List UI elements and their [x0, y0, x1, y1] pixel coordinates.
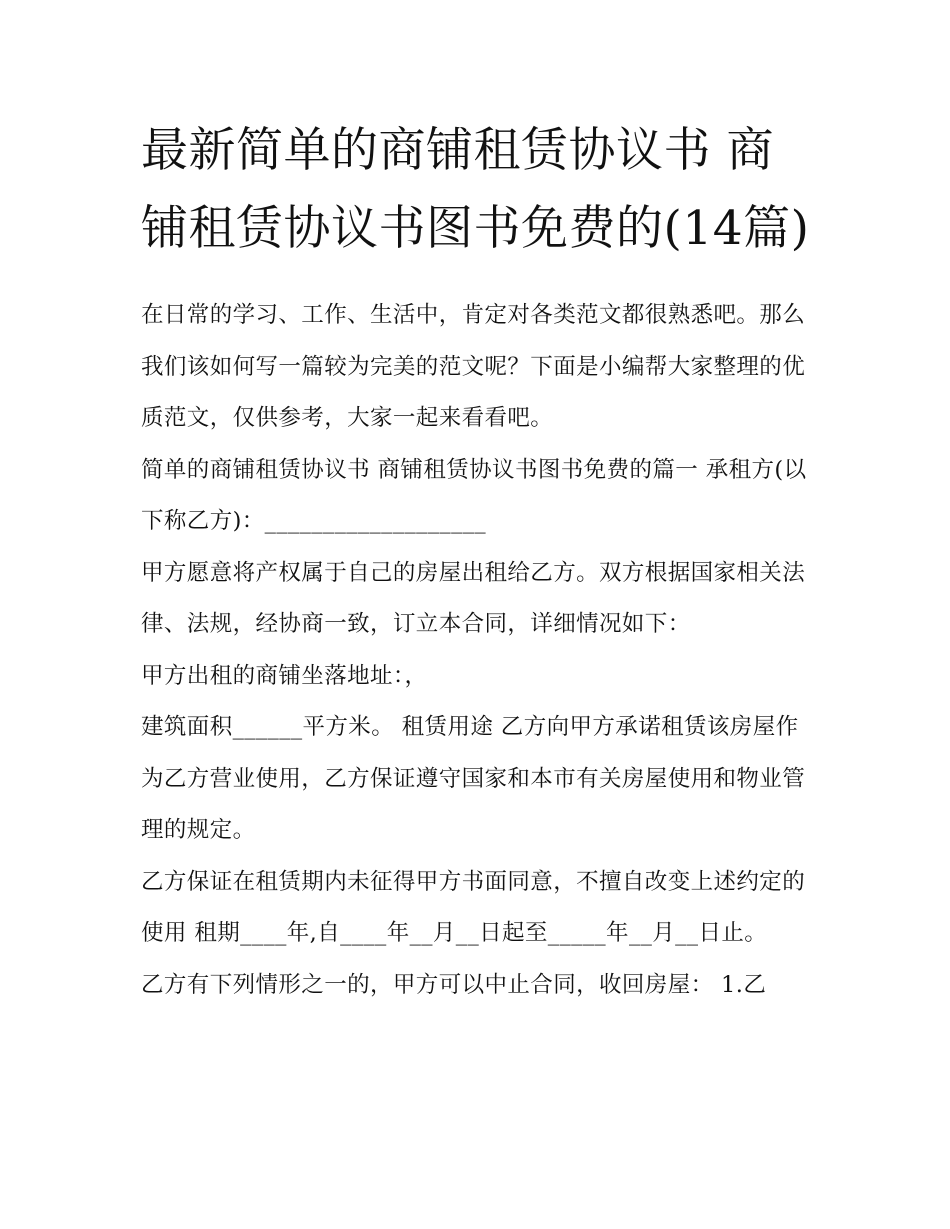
paragraph-lessee: 简单的商铺租赁协议书 商铺租赁协议书图书免费的篇一 承租方(以下称乙方)：___________________: [141, 456, 807, 534]
paragraph-term: 乙方保证在租赁期内未征得甲方书面同意，不擅自改变上述约定的使用 租期____年,自____年__月__日起至_____年__月__日止。: [141, 868, 806, 946]
paragraph-area-usage: 建筑面积______平方米。 租赁用途 乙方向甲方承诺租赁该房屋作为乙方营业使用，乙方保证遵守国家和本市有关房屋使用和物业管理的规定。: [141, 714, 806, 843]
document-title: 最新简单的商铺租赁协议书 商铺租赁协议书图书免费的(14篇): [141, 123, 810, 256]
document-page: [141, 112, 821, 1011]
document-body: [141, 290, 821, 1011]
paragraph-termination: 乙方有下列情形之一的，甲方可以中止合同，收回房屋： 1.乙: [141, 971, 767, 998]
paragraph-intro: 在日常的学习、工作、生活中，肯定对各类范文都很熟悉吧。那么我们该如何写一篇较为完美的范文呢？下面是小编帮大家整理的优质范文，仅供参考，大家一起来看看吧。: [141, 302, 806, 431]
paragraph-agreement: 甲方愿意将产权属于自己的房屋出租给乙方。双方根据国家相关法律、法规，经协商一致，订立本合同，详细情况如下：: [141, 559, 806, 637]
paragraph-address: 甲方出租的商铺坐落地址：，: [141, 662, 428, 689]
